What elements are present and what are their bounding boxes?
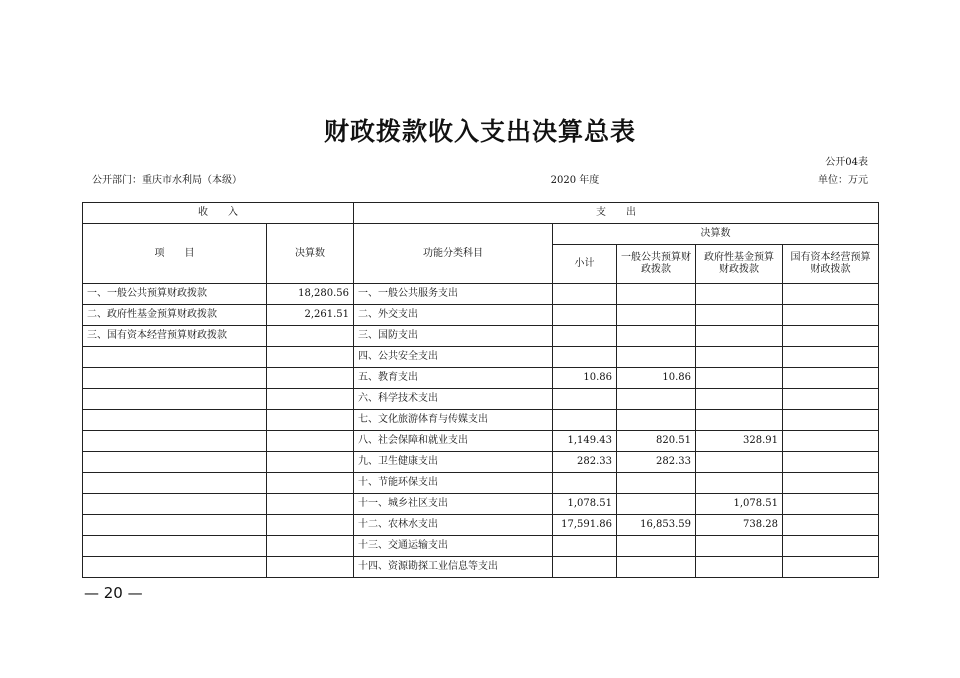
expense-item-cell: 六、科学技术支出: [354, 389, 553, 410]
general-budget-column-header: 一般公共预算财政拨款: [617, 245, 696, 284]
subtotal-cell: [553, 410, 617, 431]
state-capital-cell: [783, 431, 879, 452]
gov-fund-cell: 738.28: [696, 515, 783, 536]
income-item-cell: [83, 410, 267, 431]
table-row: [83, 494, 879, 515]
state-capital-cell: [783, 347, 879, 368]
subtotal-cell: 282.33: [553, 452, 617, 473]
subtotal-cell: [553, 326, 617, 347]
subtotal-cell: 1,078.51: [553, 494, 617, 515]
header-row-columns: [83, 224, 879, 245]
final-amount-header: 决算数: [553, 224, 879, 245]
gov-fund-cell: [696, 368, 783, 389]
subtotal-cell: [553, 473, 617, 494]
general-budget-cell: [617, 347, 696, 368]
general-budget-cell: 10.86: [617, 368, 696, 389]
gov-fund-column-header: 政府性基金预算财政拨款: [696, 245, 783, 284]
general-budget-cell: [617, 326, 696, 347]
general-budget-cell: [617, 389, 696, 410]
subtotal-cell: [553, 389, 617, 410]
income-item-cell: [83, 515, 267, 536]
gov-fund-cell: [696, 389, 783, 410]
state-capital-cell: [783, 494, 879, 515]
state-capital-cell: [783, 389, 879, 410]
gov-fund-cell: 1,078.51: [696, 494, 783, 515]
table-row: [83, 305, 879, 326]
income-amount-cell: [267, 473, 354, 494]
expense-item-cell: 五、教育支出: [354, 368, 553, 389]
gov-fund-cell: [696, 410, 783, 431]
unit-label: 单位：万元: [818, 175, 868, 186]
table-row: [83, 452, 879, 473]
item-column-header: 项 目: [83, 224, 267, 284]
general-budget-cell: 282.33: [617, 452, 696, 473]
income-item-cell: [83, 557, 267, 578]
gov-fund-cell: [696, 305, 783, 326]
subtotal-cell: 1,149.43: [553, 431, 617, 452]
state-capital-cell: [783, 473, 879, 494]
gov-fund-cell: [696, 536, 783, 557]
table-row: [83, 326, 879, 347]
subtotal-cell: [553, 305, 617, 326]
gov-fund-cell: [696, 473, 783, 494]
gov-fund-cell: [696, 452, 783, 473]
table-row: [83, 347, 879, 368]
subtotal-cell: [553, 347, 617, 368]
income-amount-cell: [267, 515, 354, 536]
income-item-cell: 二、政府性基金预算财政拨款: [83, 305, 267, 326]
state-capital-cell: [783, 305, 879, 326]
income-amount-cell: [267, 536, 354, 557]
subtotal-cell: [553, 536, 617, 557]
income-amount-cell: 18,280.56: [267, 284, 354, 305]
income-item-cell: [83, 536, 267, 557]
income-item-cell: [83, 452, 267, 473]
page-number: — 20 —: [84, 584, 143, 602]
income-amount-cell: [267, 368, 354, 389]
table-row: [83, 284, 879, 305]
income-item-cell: 一、一般公共预算财政拨款: [83, 284, 267, 305]
expense-item-cell: 十四、资源勘探工业信息等支出: [354, 557, 553, 578]
expense-item-cell: 九、卫生健康支出: [354, 452, 553, 473]
state-capital-cell: [783, 368, 879, 389]
subtotal-cell: 17,591.86: [553, 515, 617, 536]
subtotal-cell: [553, 284, 617, 305]
gov-fund-cell: [696, 326, 783, 347]
subtotal-column-header: 小计: [553, 245, 617, 284]
income-item-cell: [83, 389, 267, 410]
general-budget-cell: [617, 410, 696, 431]
income-item-cell: [83, 494, 267, 515]
header-row-section: [83, 203, 879, 224]
expense-header: 支 出: [354, 203, 879, 224]
expense-item-cell: 十二、农林水支出: [354, 515, 553, 536]
general-budget-cell: [617, 473, 696, 494]
state-capital-column-header: 国有资本经营预算财政拨款: [783, 245, 879, 284]
state-capital-cell: [783, 326, 879, 347]
table-row: [83, 473, 879, 494]
income-item-cell: [83, 431, 267, 452]
expense-item-cell: 十一、城乡社区支出: [354, 494, 553, 515]
expense-item-cell: 一、一般公共服务支出: [354, 284, 553, 305]
state-capital-cell: [783, 452, 879, 473]
department-label: 公开部门：重庆市水利局（本级）: [92, 175, 242, 186]
general-budget-cell: 16,853.59: [617, 515, 696, 536]
income-amount-cell: [267, 452, 354, 473]
income-amount-cell: [267, 326, 354, 347]
table-row: [83, 536, 879, 557]
state-capital-cell: [783, 284, 879, 305]
expense-item-cell: 四、公共安全支出: [354, 347, 553, 368]
general-budget-cell: [617, 557, 696, 578]
subtotal-cell: [553, 557, 617, 578]
income-amount-cell: [267, 557, 354, 578]
income-amount-cell: 2,261.51: [267, 305, 354, 326]
expense-item-cell: 二、外交支出: [354, 305, 553, 326]
function-class-column-header: 功能分类科目: [354, 224, 553, 284]
page-title: 财政拨款收入支出决算总表: [323, 117, 636, 146]
table-row: [83, 410, 879, 431]
subtotal-cell: 10.86: [553, 368, 617, 389]
state-capital-cell: [783, 410, 879, 431]
budget-table: [82, 202, 879, 578]
income-amount-cell: [267, 494, 354, 515]
gov-fund-cell: 328.91: [696, 431, 783, 452]
expense-item-cell: 十三、交通运输支出: [354, 536, 553, 557]
income-item-cell: [83, 347, 267, 368]
income-amount-cell: [267, 431, 354, 452]
table-code: 公开04表: [825, 157, 868, 168]
general-budget-cell: [617, 494, 696, 515]
state-capital-cell: [783, 515, 879, 536]
table-row: [83, 368, 879, 389]
income-item-cell: [83, 368, 267, 389]
table-row: [83, 515, 879, 536]
income-item-cell: 三、国有资本经营预算财政拨款: [83, 326, 267, 347]
table-row: [83, 557, 879, 578]
state-capital-cell: [783, 557, 879, 578]
table-row: [83, 389, 879, 410]
general-budget-cell: [617, 536, 696, 557]
state-capital-cell: [783, 536, 879, 557]
table-row: [83, 431, 879, 452]
gov-fund-cell: [696, 347, 783, 368]
fiscal-year: 2020 年度: [550, 175, 600, 186]
general-budget-cell: [617, 284, 696, 305]
income-amount-cell: [267, 389, 354, 410]
general-budget-cell: 820.51: [617, 431, 696, 452]
income-amount-cell: [267, 347, 354, 368]
gov-fund-cell: [696, 284, 783, 305]
general-budget-cell: [617, 305, 696, 326]
expense-item-cell: 三、国防支出: [354, 326, 553, 347]
expense-item-cell: 十、节能环保支出: [354, 473, 553, 494]
income-amount-cell: [267, 410, 354, 431]
gov-fund-cell: [696, 557, 783, 578]
income-header: 收 入: [83, 203, 354, 224]
expense-item-cell: 八、社会保障和就业支出: [354, 431, 553, 452]
expense-item-cell: 七、文化旅游体育与传媒支出: [354, 410, 553, 431]
income-item-cell: [83, 473, 267, 494]
amount-column-header: 决算数: [267, 224, 354, 284]
